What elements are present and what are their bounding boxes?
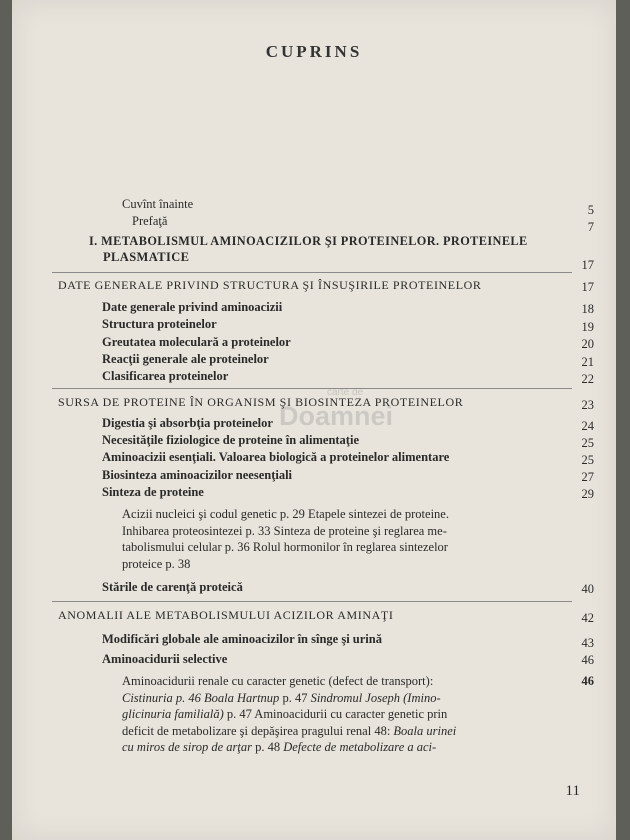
toc-entry-foreword: Cuvînt înainte bbox=[122, 197, 194, 211]
page-number: 11 bbox=[565, 783, 580, 799]
subtopics-line: Inhibarea proteosintezei p. 33 Sinteza de proteine şi reglarea me- bbox=[122, 523, 447, 538]
subtopics-text: p. 47 Aminoacidurii cu caracter genetic prin bbox=[223, 707, 448, 721]
toc-page: 20 bbox=[581, 337, 594, 351]
toc-section: SURSA DE PROTEINE ÎN ORGANISM ŞI BIOSINTEZA PROTEINELOR bbox=[58, 395, 464, 409]
toc-entry: Digestia şi absorbţia proteinelor bbox=[102, 416, 273, 430]
toc-entry: Sinteza de proteine bbox=[102, 485, 204, 499]
subtopics-italic: Cistinuria p. 46 Boala Hartnup bbox=[122, 690, 280, 705]
toc-chapter-title-cont: PLASMATICE bbox=[103, 250, 190, 264]
subtopics-line bbox=[122, 723, 562, 740]
toc-page: 18 bbox=[581, 302, 594, 316]
toc-entry: Aminoacizii esenţiali. Valoarea biologică a proteinelor alimentare bbox=[102, 450, 450, 464]
watermark-caption: carte de bbox=[327, 387, 364, 398]
subtopics-line bbox=[122, 739, 562, 756]
subtopics-italic: Boala urinei bbox=[393, 723, 457, 738]
subtopics-line: tabolismului celular p. 36 Rolul hormonilor în reglarea sintezelor bbox=[122, 540, 448, 554]
subtopics-text: Aminoacidurii renale cu caracter genetic (defect de transport): bbox=[122, 674, 434, 688]
toc-page: 19 bbox=[581, 320, 594, 334]
subtopics-line bbox=[122, 690, 562, 707]
toc-entry: Necesităţile fiziologice de proteine în alimentaţie bbox=[102, 433, 359, 447]
toc-page: 7 bbox=[587, 220, 594, 234]
toc-entry: Modificări globale ale aminoacizilor în sînge şi urină bbox=[102, 632, 382, 646]
subtopics-text: p. 48 bbox=[251, 740, 284, 754]
subtopics-line bbox=[122, 673, 562, 690]
toc-page: 46 bbox=[581, 653, 594, 667]
toc-page: 42 bbox=[581, 611, 594, 625]
toc-page: 5 bbox=[587, 203, 594, 217]
toc-entry: Structura proteinelor bbox=[102, 317, 217, 331]
toc-entry: Greutatea moleculară a proteinelor bbox=[102, 335, 291, 349]
subtopics-text: p. 47 bbox=[279, 690, 311, 705]
toc-page: 24 bbox=[581, 419, 594, 433]
subtopics-line: proteice p. 38 bbox=[122, 556, 191, 571]
toc-page: 25 bbox=[581, 436, 594, 450]
divider bbox=[52, 272, 572, 273]
toc-entry: Biosinteza aminoacizilor neesenţiali bbox=[102, 468, 293, 482]
page-title: CUPRINS bbox=[265, 42, 363, 61]
toc-entry: Aminoacidurii selective bbox=[102, 652, 228, 666]
toc-page: 29 bbox=[581, 487, 594, 501]
watermark-text: Doamnei bbox=[279, 401, 394, 431]
toc-entry: Date generale privind aminoacizii bbox=[102, 300, 283, 314]
subtopics-text: deficit de metabolizare şi depăşirea pragului renal 48: bbox=[122, 723, 394, 738]
subtopics-block bbox=[122, 673, 562, 756]
toc-entry-preface: Prefaţă bbox=[132, 214, 168, 228]
subtopics-italic: Sindromul Joseph (Imino- bbox=[310, 690, 441, 705]
toc-entry: Stările de carenţă proteică bbox=[102, 580, 243, 594]
book-page bbox=[12, 0, 616, 840]
toc-page: 23 bbox=[581, 398, 594, 412]
toc-chapter-title: I. METABOLISMUL AMINOACIZILOR ŞI PROTEINELOR. PROTEINELE bbox=[89, 234, 528, 248]
subtopics-line bbox=[122, 706, 562, 723]
toc-entry: Clasificarea proteinelor bbox=[102, 369, 229, 383]
subtopics-italic: glicinuria familială) bbox=[122, 707, 224, 721]
toc-page: 46 bbox=[581, 674, 594, 688]
toc-page: 25 bbox=[581, 453, 594, 467]
toc-section: DATE GENERALE PRIVIND STRUCTURA ŞI ÎNSUŞIRILE PROTEINELOR bbox=[58, 278, 482, 292]
toc-page: 43 bbox=[581, 636, 594, 650]
subtopics-block bbox=[122, 506, 562, 572]
toc-page: 27 bbox=[581, 470, 594, 484]
subtopics-italic: cu miros de sirop de arţar bbox=[122, 740, 252, 754]
toc-entry: Reacţii generale ale proteinelor bbox=[102, 352, 269, 366]
subtopics-italic: Defecte de metabolizare a aci- bbox=[283, 740, 437, 754]
toc-page: 21 bbox=[581, 355, 594, 369]
toc-page: 22 bbox=[581, 372, 594, 386]
toc-section: ANOMALII ALE METABOLISMULUI ACIZILOR AMINAŢI bbox=[58, 608, 394, 622]
toc-page: 17 bbox=[581, 258, 594, 272]
toc-page: 40 bbox=[581, 582, 594, 596]
subtopics-line: Acizii nucleici şi codul genetic p. 29 Etapele sintezei de proteine. bbox=[122, 507, 449, 521]
toc-page: 17 bbox=[581, 280, 594, 294]
divider bbox=[52, 601, 572, 602]
